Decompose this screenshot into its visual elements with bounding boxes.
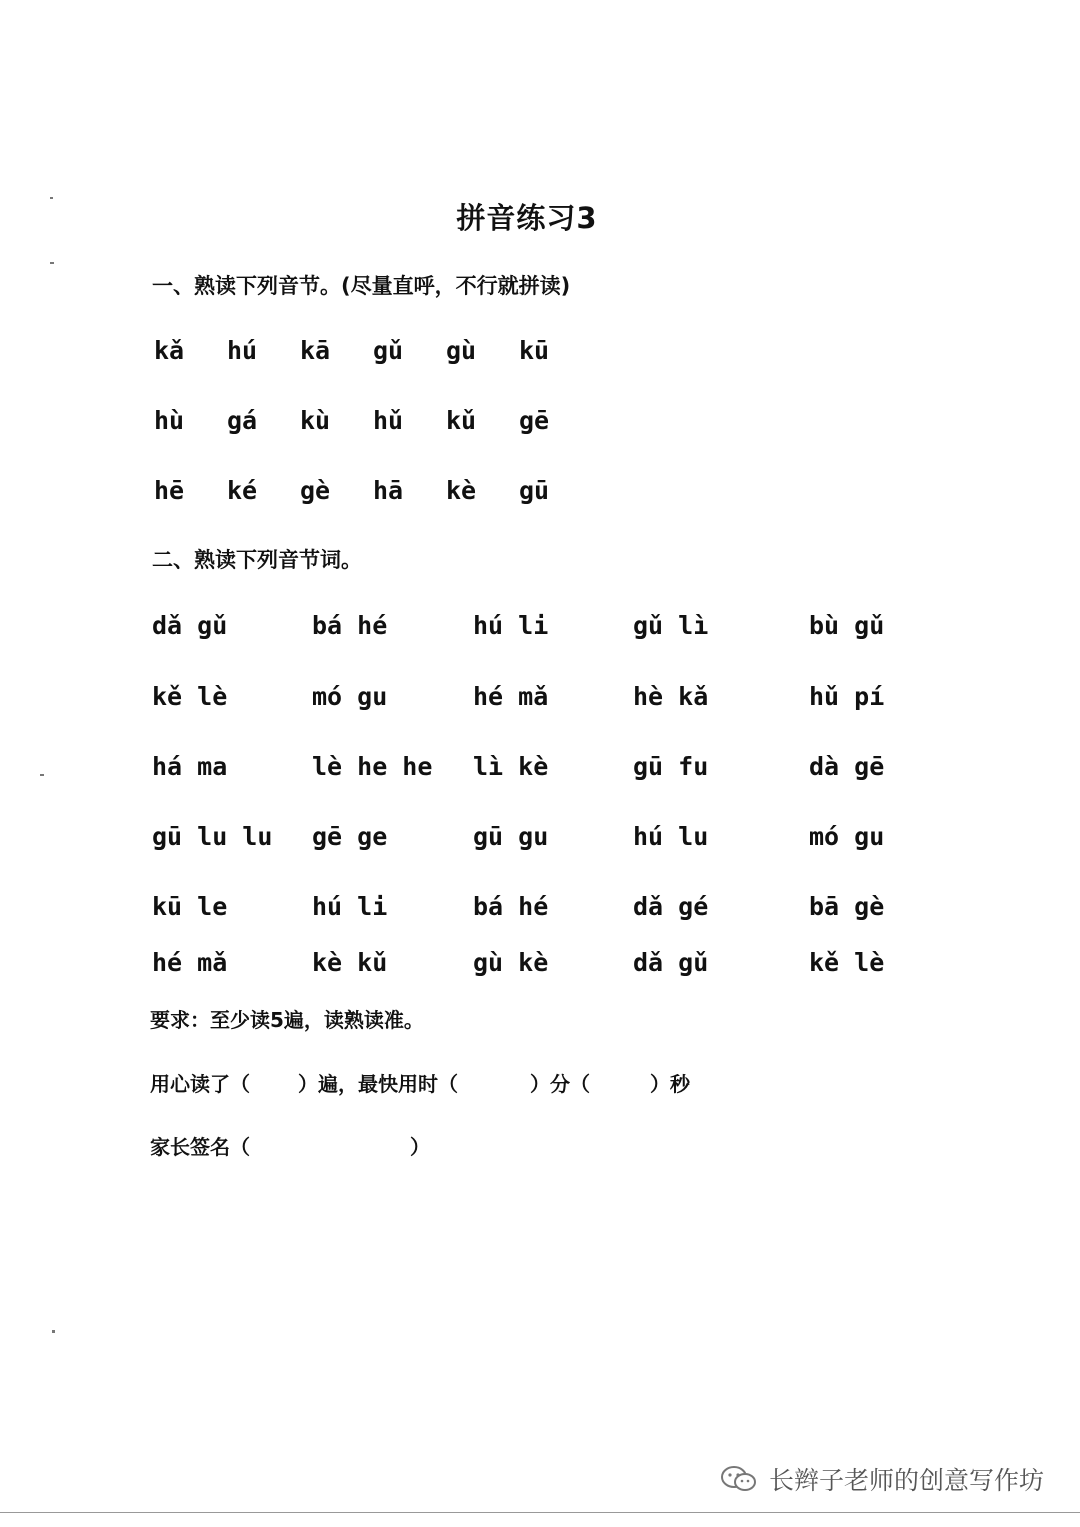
pinyin-word: lè he he (312, 752, 433, 781)
pinyin-word: gū gu (473, 822, 549, 851)
syllable: hā (373, 476, 404, 505)
pinyin-word: kè kǔ (312, 948, 388, 977)
pinyin-word: gū lu lu (152, 822, 273, 851)
wechat-icon (719, 1464, 759, 1494)
syllable: ké (227, 476, 258, 505)
scan-speck (50, 197, 53, 199)
syllable: gè (300, 476, 331, 505)
pinyin-word: lì kè (473, 752, 549, 781)
section-2-heading: 二、熟读下列音节词。 (152, 548, 362, 572)
scan-speck (52, 1330, 55, 1333)
pinyin-word: hè kǎ (633, 682, 709, 711)
syllable: gù (446, 336, 477, 365)
syllable: kù (300, 406, 331, 435)
read-count-label: 用心读了（ (150, 1072, 250, 1096)
pinyin-word: kě lè (809, 948, 885, 977)
watermark (719, 1461, 1044, 1497)
pinyin-word: gǔ lì (633, 611, 709, 640)
syllable: hē (154, 476, 185, 505)
syllable: kǎ (154, 336, 185, 365)
pinyin-word: hú li (473, 611, 549, 640)
syllable: kǔ (446, 406, 477, 435)
pinyin-word: bù gǔ (809, 611, 885, 640)
requirement-note: 要求：至少读5遍，读熟读准。 (150, 1008, 424, 1032)
syllable: kè (446, 476, 477, 505)
syllable: hǔ (373, 406, 404, 435)
syllable: gǔ (373, 336, 404, 365)
syllable: gē (519, 406, 550, 435)
pinyin-word: gū fu (633, 752, 709, 781)
seconds-label: ）秒 (650, 1072, 690, 1096)
reading-record-line (150, 1068, 750, 1098)
bottom-rule (0, 1512, 1080, 1513)
parent-signature-label: 家长签名（ (150, 1135, 250, 1159)
syllable: hù (154, 406, 185, 435)
pinyin-word: mó gu (312, 682, 388, 711)
pinyin-word: bá hé (473, 892, 549, 921)
syllable: gá (227, 406, 258, 435)
pinyin-word: dà gē (809, 752, 885, 781)
pinyin-word: bā gè (809, 892, 885, 921)
pinyin-word: dǎ gǔ (152, 611, 228, 640)
watermark-text: 长辫子老师的创意写作坊 (768, 1466, 1044, 1495)
syllable: kā (300, 336, 331, 365)
pinyin-word: gē ge (312, 822, 388, 851)
pinyin-word: hé mǎ (152, 948, 228, 977)
fastest-time-label: ）遍，最快用时（ (298, 1072, 458, 1096)
scan-speck (40, 774, 44, 776)
syllable: gū (519, 476, 550, 505)
syllable: hú (227, 336, 258, 365)
pinyin-word: kě lè (152, 682, 228, 711)
scan-speck (50, 262, 54, 264)
pinyin-word: dǎ gé (633, 892, 709, 921)
pinyin-word: hú li (312, 892, 388, 921)
page-title: 拼音练习3 (456, 201, 598, 235)
pinyin-word: hú lu (633, 822, 709, 851)
pinyin-word: hǔ pí (809, 682, 885, 711)
pinyin-word: há ma (152, 752, 228, 781)
pinyin-word: bá hé (312, 611, 388, 640)
pinyin-word: hé mǎ (473, 682, 549, 711)
parent-signature-line (150, 1131, 470, 1161)
section-1-heading: 一、熟读下列音节。(尽量直呼，不行就拼读) (152, 274, 571, 298)
syllable: kū (519, 336, 550, 365)
pinyin-word: gù kè (473, 948, 549, 977)
pinyin-word: mó gu (809, 822, 885, 851)
parent-signature-close: ） (410, 1135, 430, 1159)
pinyin-word: dǎ gǔ (633, 948, 709, 977)
pinyin-word: kū le (152, 892, 228, 921)
minutes-label: ）分（ (530, 1072, 590, 1096)
